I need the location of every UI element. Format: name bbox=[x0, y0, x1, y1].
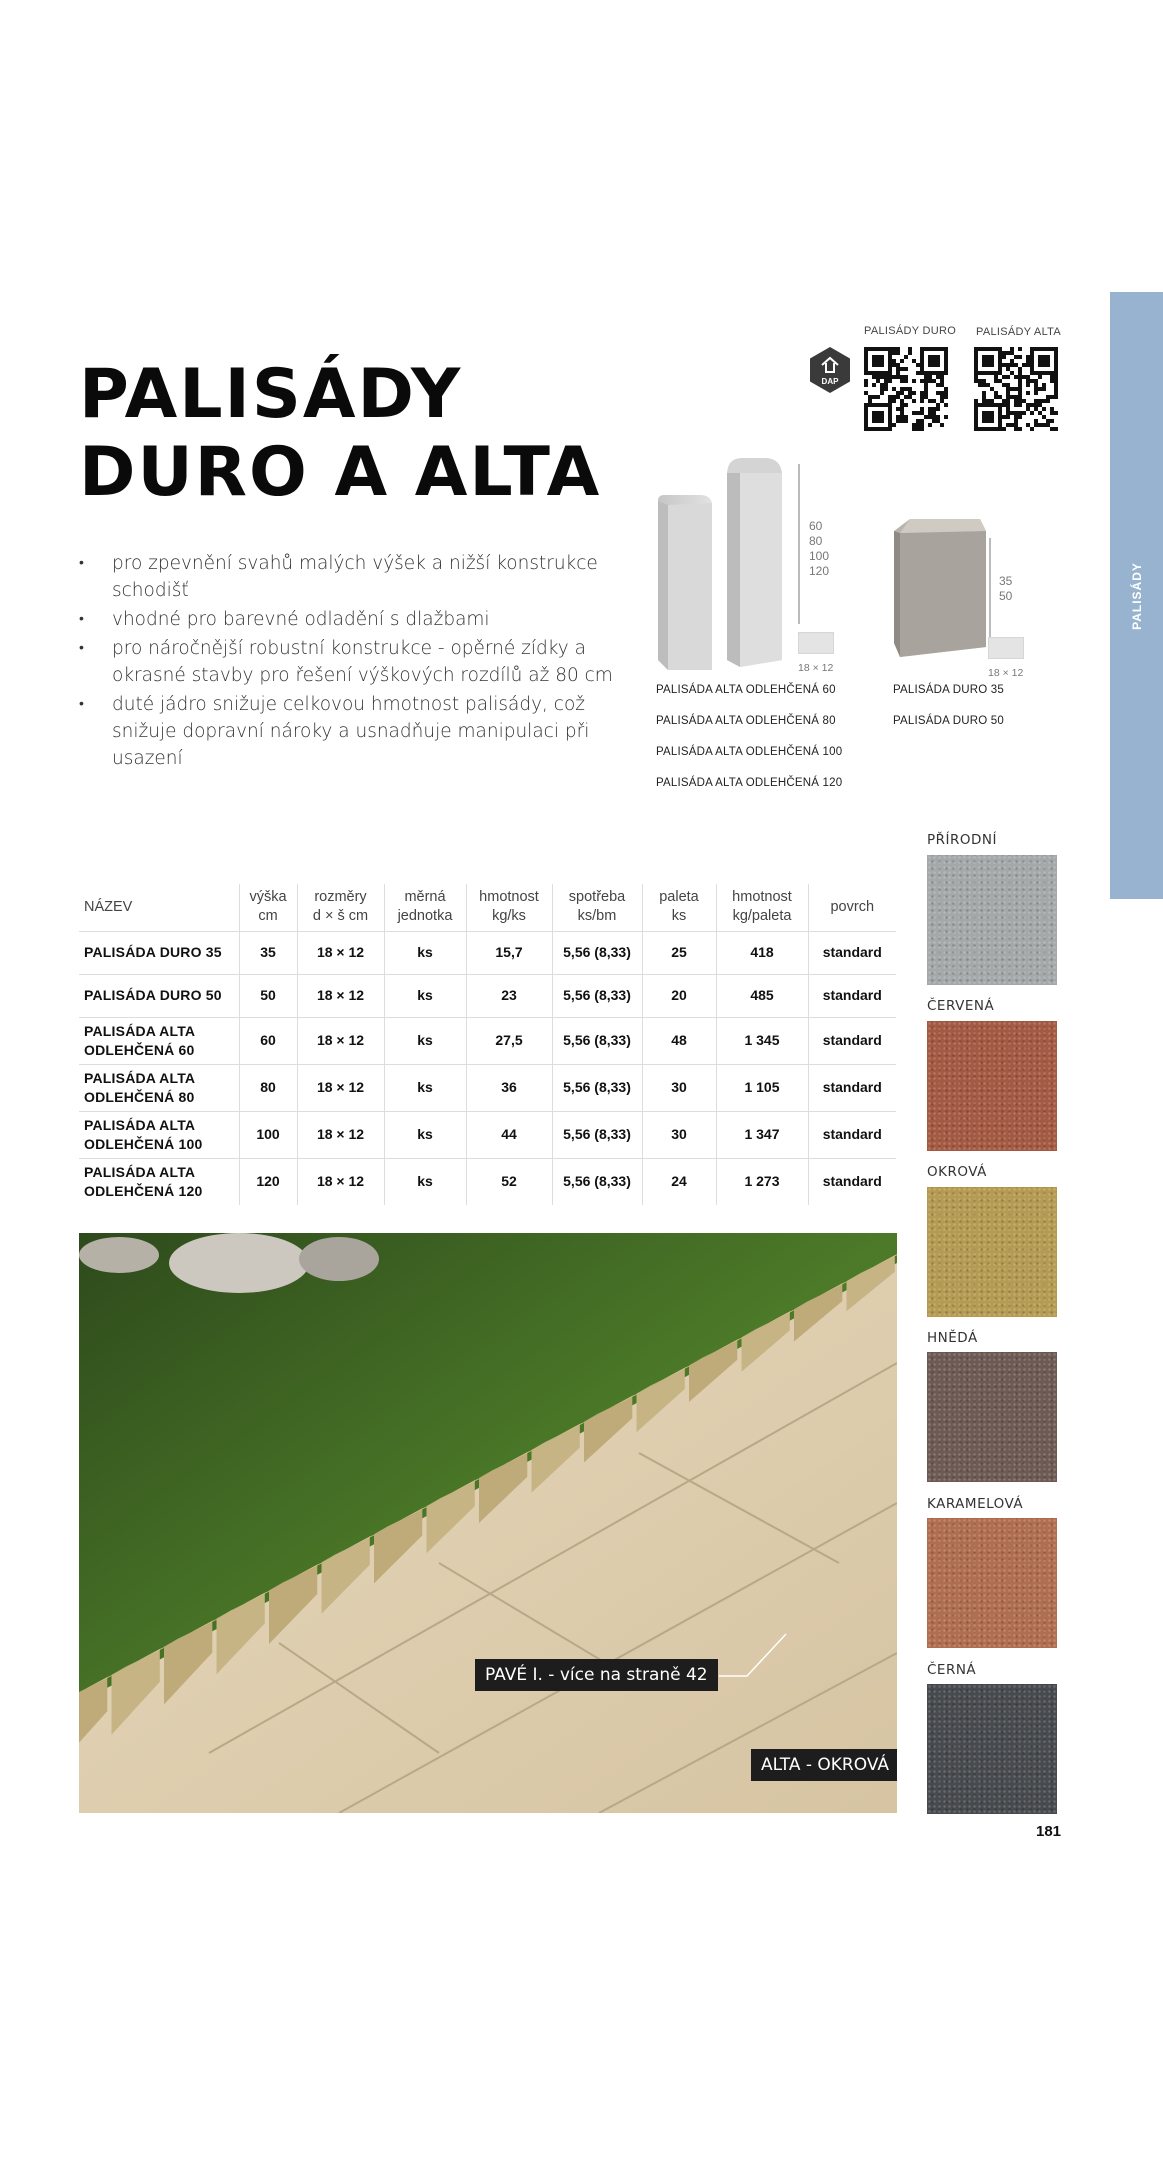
title-line-2: DURO A ALTA bbox=[79, 433, 602, 512]
alta-cross-section: 18 × 12 bbox=[798, 662, 834, 674]
swatch-prirodni[interactable] bbox=[927, 855, 1057, 985]
table-row: PALISÁDA DURO 35 35 18 × 12 ks 15,7 5,56 (8,33) 25 418 standard bbox=[79, 931, 896, 974]
caption-reference: PAVÉ I. - více na straně 42 bbox=[475, 1659, 718, 1691]
product-name: PALISÁDA ALTA ODLEHČENÁ 80 bbox=[656, 715, 836, 727]
dap-label: DAP bbox=[821, 377, 839, 386]
column-header: hmotnost kg/ks bbox=[466, 884, 552, 931]
section-tab bbox=[1110, 292, 1163, 899]
qr-code-icon[interactable] bbox=[974, 347, 1058, 431]
column-header: paleta ks bbox=[642, 884, 716, 931]
cross-section-shape bbox=[798, 632, 834, 654]
page-number: 181 bbox=[1036, 1823, 1062, 1840]
column-header: NÁZEV bbox=[84, 898, 133, 915]
table-row: PALISÁDA ALTA ODLEHČENÁ 100 100 18 × 12 ks 44 5,56 (8,33) 30 1 347 standard bbox=[79, 1111, 896, 1158]
product-name: PALISÁDA ALTA ODLEHČENÁ 100 bbox=[656, 746, 843, 758]
table-row: PALISÁDA ALTA ODLEHČENÁ 80 80 18 × 12 ks 36 5,56 (8,33) 30 1 105 standard bbox=[79, 1064, 896, 1111]
garden-photo bbox=[79, 1233, 897, 1813]
swatch-label: PŘÍRODNÍ bbox=[927, 832, 997, 848]
swatch-label: ČERVENÁ bbox=[927, 998, 995, 1014]
caption-product: ALTA - OKROVÁ bbox=[751, 1749, 897, 1781]
column-header: výška cm bbox=[239, 884, 297, 931]
swatch-karamelova[interactable] bbox=[927, 1518, 1057, 1648]
column-header: povrch bbox=[808, 884, 896, 931]
alta-heights: 60 80 100 120 bbox=[809, 519, 830, 578]
swatch-label: ČERNÁ bbox=[927, 1662, 977, 1678]
table-header-row bbox=[79, 884, 896, 931]
palisade-alta-tall-image bbox=[720, 455, 790, 675]
column-header: rozměry d × š cm bbox=[297, 884, 384, 931]
feature-list bbox=[79, 550, 639, 774]
column-header: spotřeba ks/bm bbox=[552, 884, 642, 931]
swatch-label: KARAMELOVÁ bbox=[927, 1496, 1024, 1512]
swatch-label: OKROVÁ bbox=[927, 1164, 987, 1180]
duro-cross-section: 18 × 12 bbox=[988, 667, 1024, 679]
swatch-okrova[interactable] bbox=[927, 1187, 1057, 1317]
cross-section-shape bbox=[988, 637, 1024, 659]
palisade-duro-image bbox=[890, 517, 990, 662]
column-header: měrná jednotka bbox=[384, 884, 466, 931]
duro-product-names bbox=[893, 684, 1004, 746]
feature-item: • vhodné pro barevné odladění s dlažbami bbox=[79, 606, 639, 633]
qr-label-alta: PALISÁDY ALTA bbox=[976, 326, 1062, 338]
dap-badge-icon bbox=[805, 345, 855, 395]
product-name: PALISÁDA DURO 50 bbox=[893, 715, 1005, 727]
alta-product-names bbox=[656, 684, 842, 808]
table-row: PALISÁDA ALTA ODLEHČENÁ 60 60 18 × 12 ks 27,5 5,56 (8,33) 48 1 345 standard bbox=[79, 1017, 896, 1064]
qr-label-duro: PALISÁDY DURO bbox=[864, 325, 957, 337]
swatch-label: HNĚDÁ bbox=[927, 1330, 978, 1346]
height-dimension-line bbox=[798, 464, 800, 624]
product-name: PALISÁDA DURO 35 bbox=[893, 684, 1005, 696]
feature-item: • pro náročnější robustní konstrukce - opěrné zídky a okrasné stavby pro řešení výškových rozdílů až 80 cm bbox=[79, 635, 639, 689]
product-name: PALISÁDA ALTA ODLEHČENÁ 60 bbox=[656, 684, 836, 696]
caption-pointer-line bbox=[719, 1626, 819, 1686]
table-row: PALISÁDA DURO 50 50 18 × 12 ks 23 5,56 (8,33) 20 485 standard bbox=[79, 974, 896, 1017]
swatch-cerna[interactable] bbox=[927, 1684, 1057, 1814]
feature-item: • duté jádro snižuje celkovou hmotnost palisády, což snižuje dopravní nároky a usnadňuje manipulaci při usazení bbox=[79, 691, 639, 772]
swatch-cervena[interactable] bbox=[927, 1021, 1057, 1151]
page-title bbox=[79, 356, 601, 512]
spec-table bbox=[79, 884, 896, 1205]
table-row: PALISÁDA ALTA ODLEHČENÁ 120 120 18 × 12 ks 52 5,56 (8,33) 24 1 273 standard bbox=[79, 1158, 896, 1205]
height-dimension-line bbox=[989, 538, 991, 638]
swatch-hneda[interactable] bbox=[927, 1352, 1057, 1482]
qr-code-icon[interactable] bbox=[864, 347, 948, 431]
duro-heights: 35 50 bbox=[999, 574, 1013, 603]
title-line-1: PALISÁDY bbox=[79, 355, 463, 434]
column-header: hmotnost kg/paleta bbox=[716, 884, 808, 931]
feature-item: • pro zpevnění svahů malých výšek a nižší konstrukce schodišť bbox=[79, 550, 639, 604]
section-tab-label: PALISÁDY bbox=[1129, 561, 1144, 630]
palisade-alta-short-image bbox=[650, 455, 720, 675]
product-name: PALISÁDA ALTA ODLEHČENÁ 120 bbox=[656, 777, 843, 789]
